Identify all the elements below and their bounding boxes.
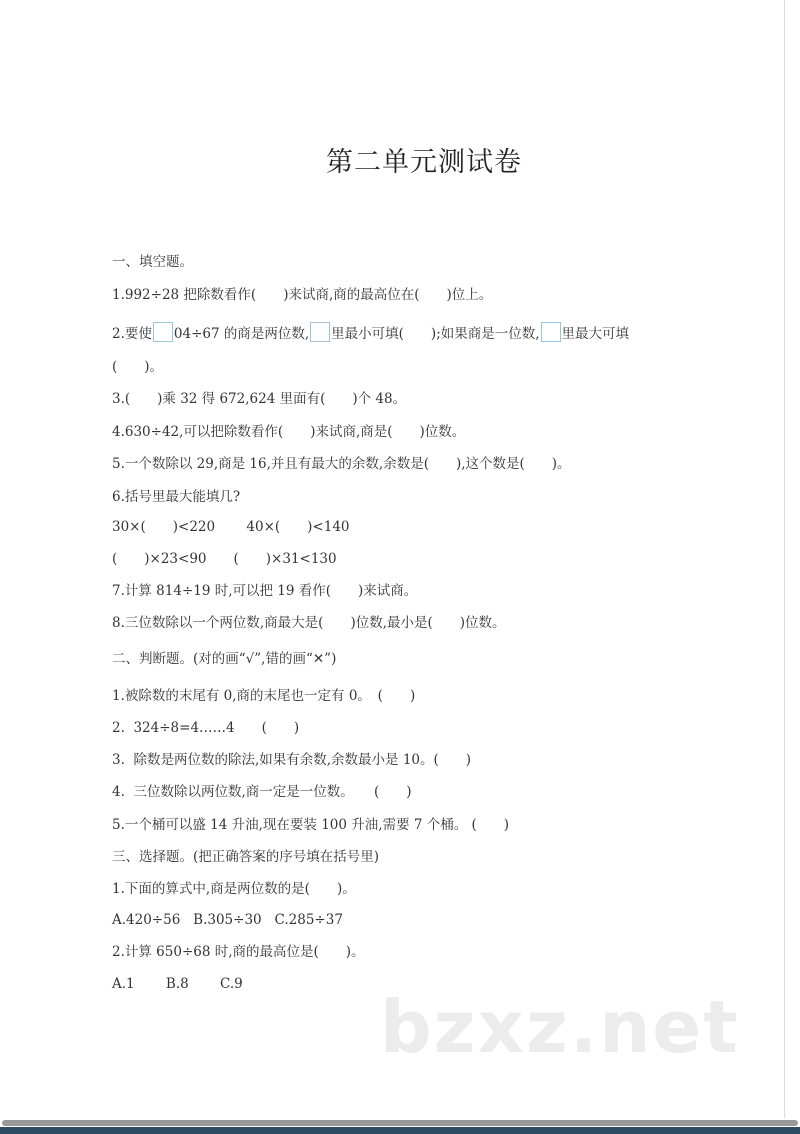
question-1-3: 3.( )乘 32 得 672,624 里面有( )个 48。 [112,391,407,407]
judge-item: 2. 324÷8=4……4 ( ) [112,720,300,736]
question-1-6: 6.括号里最大能填几? [112,489,241,505]
section2-heading: 二、判断题。(对的画“√”,错的画“✕”) [112,651,337,667]
judge-item: 5.一个桶可以盛 14 升油,现在要装 100 升油,需要 7 个桶。 ( ) [112,817,510,833]
question-1-5: 5.一个数除以 29,商是 16,并且有最大的余数,余数是( ),这个数是( )。 [112,456,571,472]
question-1-6-row1: 30×( )<220 40×( )<140 [112,519,350,535]
q2-part: 里最大可填 [561,326,630,342]
blank-box [541,322,561,342]
blank-box [153,322,173,342]
judge-item: 3. 除数是两位数的除法,如果有余数,余数最小是 10。( ) [112,752,472,768]
page-title: 第二单元测试卷 [326,147,522,178]
question-1-7: 7.计算 814÷19 时,可以把 19 看作( )来试商。 [112,583,418,599]
bottom-bar [0,1127,800,1134]
q2-part: 04÷67 的商是两位数, [173,326,310,342]
horizontal-scrollbar[interactable] [2,1120,798,1126]
question-1-6-row2: ( )×23<90 ( )×31<130 [112,551,337,567]
question-1-4: 4.630÷42,可以把除数看作( )来试商,商是( )位数。 [112,424,466,440]
q2-part: 里最小可填( );如果商是一位数, [331,326,540,342]
choice-question-1: 1.下面的算式中,商是两位数的是( )。 [112,881,356,897]
section3-heading: 三、选择题。(把正确答案的序号填在括号里) [112,849,380,865]
section1-heading: 一、填空题。 [112,254,193,270]
question-1-2-cont: ( )。 [112,359,164,375]
watermark: bzxz.net [380,985,740,1069]
choice-options-1: A.420÷56 B.305÷30 C.285÷37 [112,912,343,928]
choice-question-2: 2.计算 650÷68 时,商的最高位是( )。 [112,944,365,960]
question-1-2 [112,322,629,344]
judge-item: 1.被除数的末尾有 0,商的末尾也一定有 0。 ( ) [112,688,416,704]
question-1-8: 8.三位数除以一个两位数,商最大是( )位数,最小是( )位数。 [112,615,506,631]
judge-item: 4. 三位数除以两位数,商一定是一位数。 ( ) [112,784,412,800]
choice-options-2: A.1 B.8 C.9 [112,976,243,992]
question-1-1: 1.992÷28 把除数看作( )来试商,商的最高位在( )位上。 [112,287,493,303]
blank-box [310,322,330,342]
q2-part: 2.要使 [112,326,152,342]
